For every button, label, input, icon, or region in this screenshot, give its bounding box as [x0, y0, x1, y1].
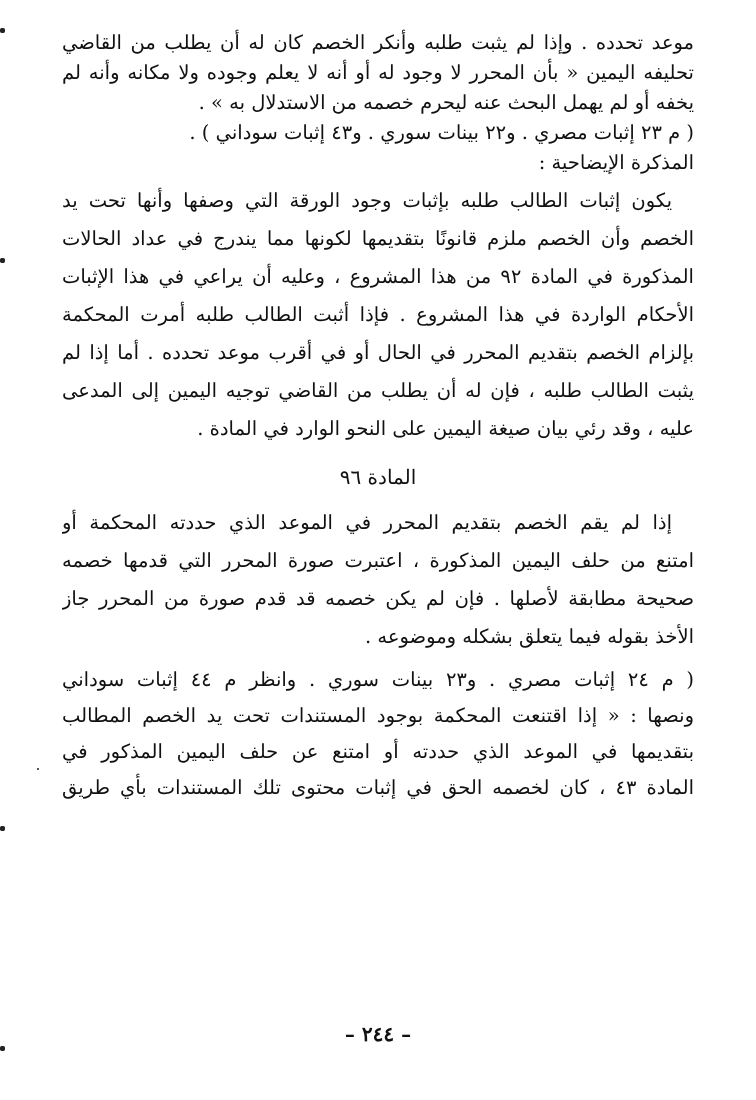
- text-line: موعد تحدده . وإذا لم يثبت طلبه وأنكر الخصم كان له أن يطلب من القاضي: [62, 31, 694, 54]
- scan-edge-mark: [0, 826, 5, 831]
- scan-edge-mark: [0, 1046, 5, 1051]
- text-line: امتنع من حلف اليمين المذكورة ، اعتبرت صورة المحرر التي قدمها خصمه: [62, 549, 694, 572]
- page-number: – ٢٤٤ –: [344, 1022, 412, 1046]
- text-line: الأحكام الواردة في هذا المشروع . فإذا أثبت الطالب طلبه أمرت المحكمة: [62, 303, 694, 326]
- explanatory-note-title: المذكرة الإيضاحية :: [538, 151, 694, 174]
- text-line: إذا لم يقم الخصم بتقديم المحرر في الموعد الذي حددته المحكمة أو: [62, 511, 672, 534]
- text-line: يثبت الطالب طلبه ، فإن له أن يطلب من القاضي توجيه اليمين إلى المدعى: [62, 379, 694, 402]
- reference-line: ( م ٢٣ إثبات مصري . و٢٢ بينات سوري . و٤٣ إثبات سوداني ) .: [189, 121, 694, 144]
- text-line: يخفه أو لم يهمل البحث عنه ليحرم خصمه من الاستدلال به » .: [198, 91, 694, 114]
- text-line: ونصها : « إذا اقتنعت المحكمة بوجود المستندات تحت يد الخصم المطالب: [62, 704, 694, 727]
- text-line: الأخذ بقوله فيما يتعلق بشكله وموضوعه .: [365, 625, 694, 648]
- text-line: صحيحة مطابقة لأصلها . فإن لم يكن خصمه قد قدم صورة من المحرر جاز: [62, 587, 694, 610]
- article-paragraph: [62, 504, 694, 656]
- scan-speck: [37, 768, 39, 770]
- explanatory-note-paragraph: [62, 182, 694, 448]
- text-line: المادة ٤٣ ، كان لخصمه الحق في إثبات محتوى تلك المستندات بأي طريق: [62, 776, 694, 799]
- text-line: بإلزام الخصم بتقديم المحرر في الحال أو في أقرب موعد تحدده . أما إذا لم: [62, 341, 694, 364]
- paragraph-continued: [62, 28, 694, 178]
- text-line: عليه ، وقد رئي بيان صيغة اليمين على النحو الوارد في المادة .: [197, 417, 694, 440]
- text-line: يكون إثبات الطالب طلبه بإثبات وجود الورقة التي وصفها وأنها تحت يد: [62, 189, 672, 212]
- reference-paragraph: [62, 662, 694, 806]
- text-line: بتقديمها في الموعد الذي حددته أو امتنع عن حلف اليمين المذكور في: [62, 740, 694, 763]
- scan-edge-mark: [0, 258, 5, 263]
- text-line: الخصم وأن الخصم ملزم قانونًا بتقديمها لكونها مما يندرج في عداد الحالات: [62, 227, 694, 250]
- document-page: [62, 28, 694, 806]
- text-line: تحليفه اليمين « بأن المحرر لا وجود له أو أنه لا يعلم وجوده ولا مكانه وأنه لم: [62, 61, 694, 84]
- scan-edge-mark: [0, 28, 5, 33]
- text-line: ( م ٢٤ إثبات مصري . و٢٣ بينات سوري . وانظر م ٤٤ إثبات سوداني: [62, 668, 694, 691]
- article-heading: المادة ٩٦: [339, 465, 417, 489]
- text-line: المذكورة في المادة ٩٢ من هذا المشروع ، وعليه أن يراعي في هذا الإثبات: [62, 265, 694, 288]
